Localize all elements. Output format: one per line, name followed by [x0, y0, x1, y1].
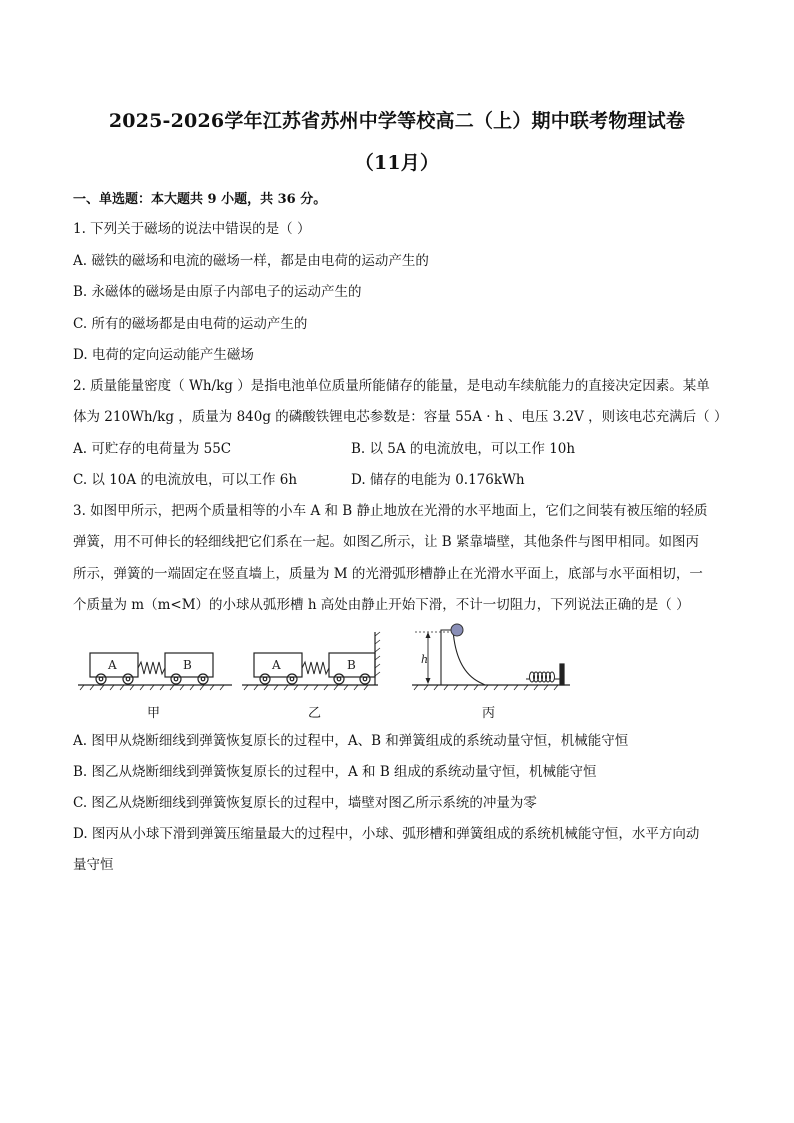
q1-option-a: A. 磁铁的磁场和电流的磁场一样，都是由电荷的运动产生的	[73, 253, 429, 269]
figure-bing	[412, 624, 570, 690]
q2-stem-line2: 体为 210Wh/kg ，质量为 840g 的磷酸铁锂电芯参数是：容量 55A · h 、电压 3.2V ，则该电芯充满后（ ）	[73, 409, 728, 425]
q3-figure	[70, 622, 580, 694]
cart-a-label: A	[108, 658, 117, 672]
wall-post	[560, 664, 564, 685]
cart-a-label: A	[272, 658, 281, 672]
q2-stem-line1: 2. 质量能量密度（ Wh/kg ）是指电池单位质量所能储存的能量，是电动车续航能力的直接决定因素。某单	[73, 378, 710, 394]
q3-option-a: A. 图甲从烧断细线到弹簧恢复原长的过程中，A、B 和弹簧组成的系统动量守恒，机械能守恒	[73, 733, 629, 749]
q3-stem-line4: 个质量为 m（m<M）的小球从弧形槽 h 高处由静止开始下滑，不计一切阻力，下列说法正确的是（ ）	[73, 597, 690, 613]
q2-option-b: B. 以 5A 的电流放电，可以工作 10h	[351, 441, 576, 457]
ball	[451, 624, 463, 636]
figure-yi	[242, 632, 380, 690]
spring	[302, 662, 329, 674]
q2-option-a: A. 可贮存的电荷量为 55C	[73, 441, 232, 457]
figure-label-yi: 乙	[308, 706, 322, 721]
q1-option-c: C. 所有的磁场都是由电荷的运动产生的	[73, 316, 308, 332]
q2-option-d: D. 储存的电能为 0.176kWh	[351, 472, 525, 488]
q3-stem-line3: 所示，弹簧的一端固定在竖直墙上，质量为 M 的光滑弧形槽静止在光滑水平面上，底部与水平面相切，一	[73, 566, 703, 582]
cart-b-label: B	[183, 658, 192, 672]
q3-stem-line2: 弹簧，用不可伸长的轻细线把它们系在一起。如图乙所示，让 B 紧靠墙壁，其他条件与图甲相同。如图丙	[73, 534, 700, 550]
q3-stem-line1: 3. 如图甲所示，把两个质量相等的小车 A 和 B 静止地放在光滑的水平地面上，它们之间装有被压缩的轻质	[73, 503, 708, 519]
spring	[526, 672, 560, 682]
q1-stem: 1. 下列关于磁场的说法中错误的是（ ）	[73, 221, 311, 237]
arc-groove	[441, 630, 485, 685]
height-label: h	[421, 653, 429, 666]
figure-label-bing: 丙	[482, 706, 496, 721]
document-subtitle: （11月）	[354, 152, 440, 174]
section-heading: 一、单选题：本大题共 9 小题，共 36 分。	[73, 192, 327, 207]
q1-option-d: D. 电荷的定向运动能产生磁场	[73, 347, 254, 363]
q3-option-d-line2: 量守恒	[73, 857, 114, 873]
q1-option-b: B. 永磁体的磁场是由原子内部电子的运动产生的	[73, 284, 362, 300]
document-title: 2025-2026学年江苏省苏州中学等校高二（上）期中联考物理试卷	[108, 110, 686, 132]
figure-jia	[78, 653, 232, 690]
q3-option-d-line1: D. 图丙从小球下滑到弹簧压缩量最大的过程中，小球、弧形槽和弹簧组成的系统机械能守恒，水平方向动	[73, 826, 700, 842]
q3-option-b: B. 图乙从烧断细线到弹簧恢复原长的过程中，A 和 B 组成的系统动量守恒，机械能守恒	[73, 764, 597, 780]
q3-option-c: C. 图乙从烧断细线到弹簧恢复原长的过程中，墙壁对图乙所示系统的冲量为零	[73, 795, 537, 811]
figure-label-jia: 甲	[147, 706, 161, 721]
q2-option-c: C. 以 10A 的电流放电，可以工作 6h	[73, 472, 298, 488]
cart-b-label: B	[347, 658, 356, 672]
spring	[138, 662, 165, 674]
